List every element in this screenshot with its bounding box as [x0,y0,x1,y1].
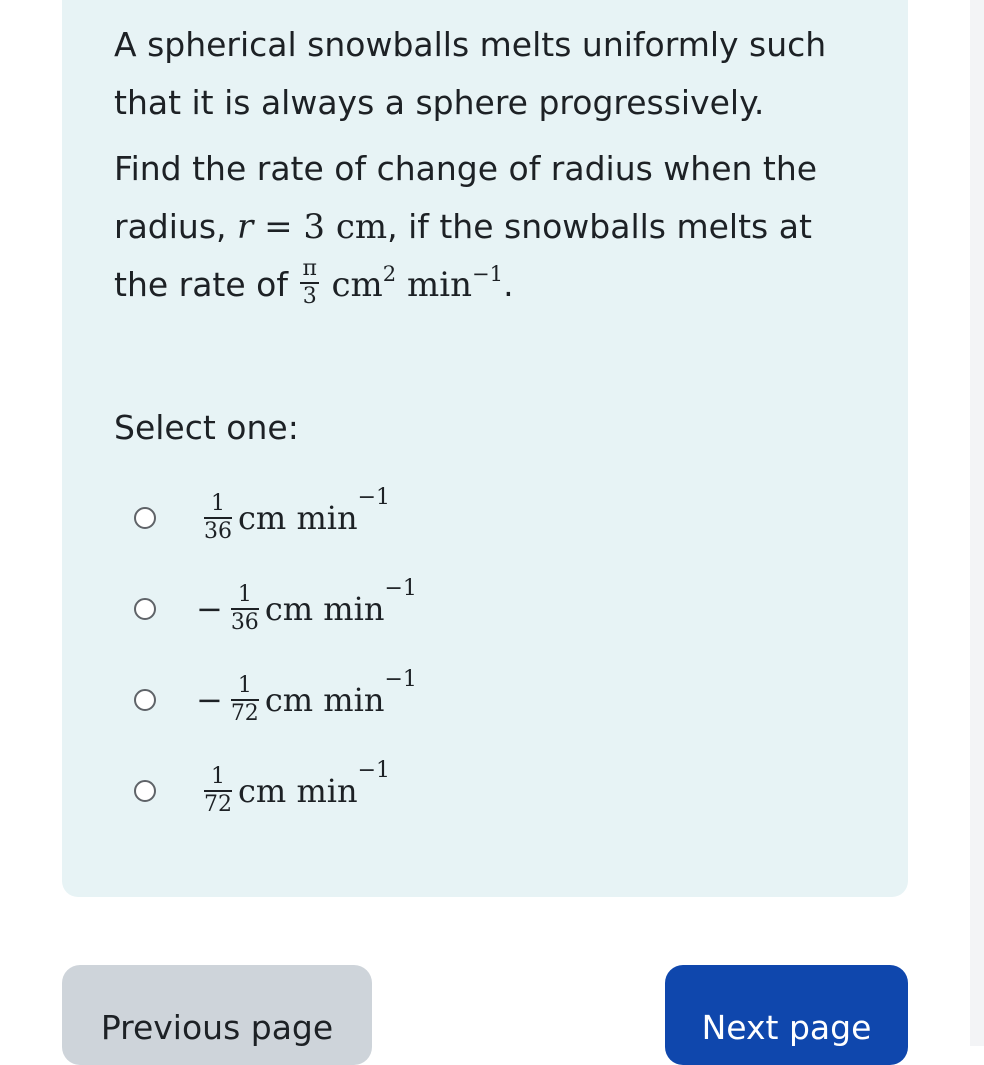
option-unit [238,485,391,537]
option-sign: − [196,590,223,628]
option-label[interactable] [196,576,417,635]
rate-unit [331,260,504,305]
option-numerator: 1 [231,675,259,701]
rate-denominator: 3 [302,283,317,309]
question-intro: A spherical snowballs melts uniformly such that it is always a sphere progressively. [114,25,827,122]
option-unit-text: cm min [264,681,385,719]
option-exponent: −1 [357,758,391,784]
option-unit-text: cm min [264,590,385,628]
option-fraction [204,493,232,543]
option-fraction [204,766,232,816]
question-card [62,0,908,897]
option-label[interactable] [196,758,391,817]
rate-fraction [300,255,318,309]
rate-unit-min: min [406,265,472,305]
option-unit [264,576,417,628]
radius-value: = 3 [253,207,336,247]
question-text [114,16,874,314]
option-label[interactable] [196,485,391,544]
option-fraction [231,584,259,634]
option-exponent: −1 [357,485,391,511]
option-denominator: 72 [204,792,232,817]
option-1[interactable] [134,485,391,548]
radio-button[interactable] [134,598,156,620]
option-unit-text: cm min [238,772,358,810]
option-numerator: 1 [231,584,259,610]
option-label[interactable] [196,667,417,726]
option-denominator: 36 [204,519,232,544]
radius-unit: cm [335,207,388,247]
rate-numerator: π [300,258,318,284]
option-denominator: 72 [230,701,259,726]
option-unit [238,758,391,810]
prompt-text: Find the rate of change of radius when the radius, [114,149,818,246]
option-unit [264,667,417,719]
rate-exp-min: −1 [471,260,504,286]
option-fraction [231,675,259,725]
option-3[interactable] [134,667,417,730]
option-sign: − [196,681,223,719]
radio-button[interactable] [134,507,156,529]
next-page-button[interactable]: Next page [665,965,908,1065]
option-denominator: 36 [230,610,259,635]
option-2[interactable] [134,576,417,639]
option-numerator: 1 [204,493,232,519]
previous-page-button[interactable]: Previous page [62,965,372,1065]
select-one-label: Select one: [114,408,299,447]
option-exponent: −1 [384,576,417,602]
scrollbar-track[interactable] [970,0,984,1046]
option-numerator: 1 [204,766,232,792]
radius-variable: r [237,207,254,247]
rate-exp-cm: 2 [382,260,397,286]
question-prompt [114,140,874,314]
prompt-text-2: , if the snowballs melts at the rate of [114,207,812,304]
radio-button[interactable] [134,780,156,802]
radio-button[interactable] [134,689,156,711]
prompt-end: . [503,265,514,304]
option-unit-text: cm min [238,499,358,537]
option-exponent: −1 [384,667,417,693]
option-4[interactable] [134,758,391,821]
rate-unit-cm: cm [331,265,383,305]
radius-expression [237,207,387,247]
